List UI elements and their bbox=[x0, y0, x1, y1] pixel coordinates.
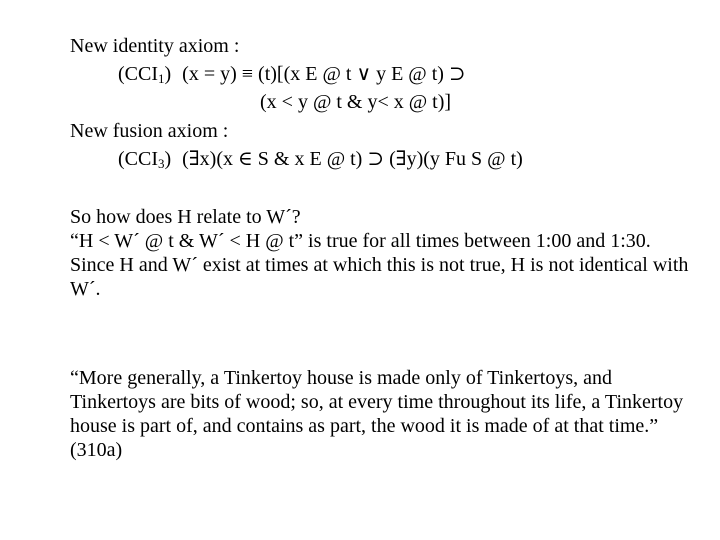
cci3-label: (CCI bbox=[118, 148, 158, 170]
cci3-label-close: ) bbox=[164, 148, 172, 170]
cci1-label-close: ) bbox=[164, 63, 172, 85]
conclusion-text: Since H and W´ exist at times at which this is not true, H is not identical with W´. bbox=[70, 254, 689, 300]
cci1-formula: (x = y) ≡ (t)[(x E @ t ∨ y E @ t) ⊃ bbox=[182, 63, 466, 85]
cci1-subscript: 1 bbox=[158, 71, 165, 86]
fusion-axiom-heading: New fusion axiom : bbox=[70, 120, 229, 142]
identity-axiom-heading: New identity axiom : bbox=[70, 35, 240, 57]
cci3-axiom bbox=[118, 147, 523, 171]
cci3-formula: (∃x)(x ∈ S & x E @ t) ⊃ (∃y)(y Fu S @ t) bbox=[182, 148, 523, 170]
cci1-label: (CCI bbox=[118, 63, 158, 85]
cci1-axiom bbox=[118, 62, 466, 86]
cci1-formula-continued: (x < y @ t & y< x @ t)] bbox=[260, 91, 452, 113]
quote-text: “More generally, a Tinkertoy house is made only of Tinkertoys, and Tinkertoys are bits of wood; so, at every time throughout its life, a Tinkertoy house is part of, and contains as part, the wood it is made of at that time.” (310a) bbox=[70, 367, 684, 461]
question-text: So how does H relate to W´? bbox=[70, 206, 301, 228]
claim-text: “H < W´ @ t & W´ < H @ t” is true for all times between 1:00 and 1:30. bbox=[70, 230, 651, 252]
discussion-block bbox=[70, 205, 690, 301]
cci3-subscript: 3 bbox=[158, 156, 165, 171]
